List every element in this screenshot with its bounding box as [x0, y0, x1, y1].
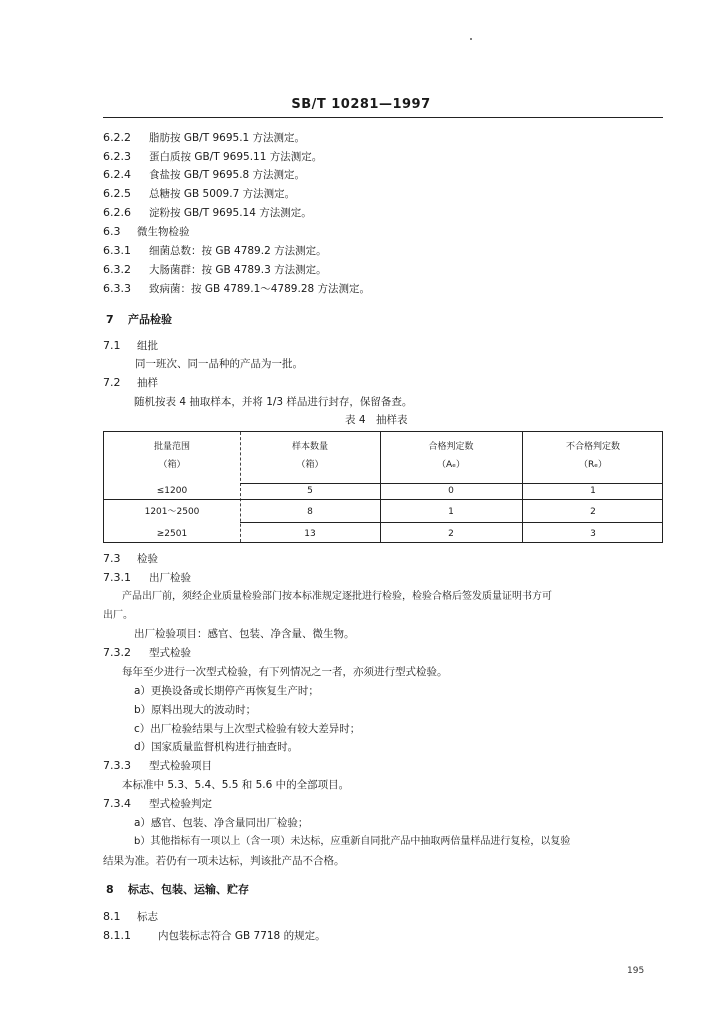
clause-title: 型式检验项目: [149, 760, 212, 772]
clause-text: 细菌总数：按 GB 4789.2 方法测定。: [149, 245, 327, 257]
clause-title: 出厂检验: [149, 572, 191, 584]
table-cell: ≤1200: [156, 486, 188, 496]
clause-title: 抽样: [137, 377, 158, 389]
clause-6-2-2: [103, 131, 305, 145]
clause-number: 6.2.2: [103, 131, 131, 144]
clause-number: 7.3.1: [103, 571, 131, 584]
header-rule: [103, 117, 663, 118]
clause-number: 7.3.4: [103, 797, 131, 810]
clause-number: 6.2.6: [103, 206, 131, 219]
clause-7-3-1-para: 产品出厂前，须经企业质量检验部门按本标准规定逐批进行检验，检验合格后签发质量证明书方可: [122, 591, 552, 602]
table-header-cell: [240, 441, 380, 471]
table-cell: ≥2501: [156, 529, 188, 539]
clause-text: 淀粉按 GB/T 9695.14 方法测定。: [149, 207, 312, 219]
clause-6-2-6: [103, 206, 312, 220]
chapter-8-heading: [106, 883, 249, 897]
list-item: b）其他指标有一项以上（含一项）未达标，应重新自同批产品中抽取两倍量样品进行复检，以复验: [134, 836, 571, 847]
list-item: a）感官、包装、净含量同出厂检验；: [134, 817, 309, 829]
clause-number: 6.3.3: [103, 282, 131, 295]
clause-8-1-1: [103, 929, 326, 943]
clause-text: 食盐按 GB/T 9695.8 方法测定。: [149, 169, 306, 181]
clause-6-3-3: [103, 282, 370, 296]
clause-6-2-5: [103, 187, 295, 201]
clause-6-3-1: [103, 244, 327, 258]
clause-number: 6.3.2: [103, 263, 131, 276]
clause-7-3-1-items: 出厂检验项目：感官、包装、净含量、微生物。: [134, 628, 355, 640]
clause-7-3-3: [103, 759, 212, 773]
table-cell: 1: [448, 507, 454, 517]
clause-7-3-2-intro: 每年至少进行一次型式检验，有下列情况之一者，亦须进行型式检验。: [122, 666, 448, 678]
table-cell: 1: [590, 486, 596, 496]
clause-text: 微生物检验: [137, 226, 190, 238]
clause-number: 8.1: [103, 910, 121, 923]
list-item: b）原料出现大的波动时；: [134, 704, 257, 716]
clause-number: 6.2.4: [103, 168, 131, 181]
clause-7-2: [103, 376, 158, 390]
clause-number: 6.2.5: [103, 187, 131, 200]
table-cell: 0: [448, 486, 454, 496]
clause-number: 6.2.3: [103, 150, 131, 163]
chapter-number: 7: [106, 313, 114, 326]
clause-text: 内包装标志符合 GB 7718 的规定。: [158, 930, 326, 942]
clause-title: 组批: [137, 340, 158, 352]
clause-7-1-text: 同一班次、同一品种的产品为一批。: [135, 358, 303, 370]
table-divider: [104, 499, 662, 500]
table-cell: 3: [590, 529, 596, 539]
table-header-cell: [380, 441, 522, 471]
list-item: d）国家质量监督机构进行抽查时。: [134, 741, 299, 753]
header-line: （Aₑ）: [437, 460, 465, 470]
table-cell: 2: [448, 529, 454, 539]
clause-7-3-2: [103, 646, 191, 660]
sampling-table: [103, 431, 663, 543]
clause-title: 检验: [137, 553, 158, 565]
page-number: 195: [627, 966, 645, 976]
table-header-cell: [104, 441, 240, 471]
clause-text: 总糖按 GB 5009.7 方法测定。: [149, 188, 296, 200]
chapter-title: 标志、包装、运输、贮存: [128, 883, 249, 896]
header-line: 批量范围: [153, 442, 190, 452]
clause-number: 7.2: [103, 376, 121, 389]
table-header-cell: [522, 441, 664, 471]
list-item: a）更换设备或长期停产再恢复生产时；: [134, 685, 319, 697]
table-cell: 13: [304, 529, 316, 539]
table-cell: 1201～2500: [144, 507, 200, 517]
clause-number: 6.3: [103, 225, 121, 238]
document-header-title: SB/T 10281—1997: [291, 97, 431, 112]
clause-8-1: [103, 910, 158, 924]
clause-title: 标志: [137, 911, 158, 923]
chapter-7-heading: [106, 313, 172, 327]
clause-number: 7.3.2: [103, 646, 131, 659]
table-divider: [240, 483, 662, 484]
clause-6-3-2: [103, 263, 327, 277]
clause-title: 型式检验判定: [149, 798, 212, 810]
clause-number: 7.1: [103, 339, 121, 352]
clause-text: 脂肪按 GB/T 9695.1 方法测定。: [149, 132, 306, 144]
header-line: 不合格判定数: [565, 442, 620, 452]
table-divider: [240, 522, 662, 523]
clause-number: 7.3.3: [103, 759, 131, 772]
clause-text: 大肠菌群：按 GB 4789.3 方法测定。: [149, 264, 327, 276]
header-line: （箱）: [296, 460, 324, 470]
clause-6-3: [103, 225, 190, 239]
list-item: c）出厂检验结果与上次型式检验有较大差异时；: [134, 723, 361, 735]
clause-number: 7.3: [103, 552, 121, 565]
chapter-title: 产品检验: [128, 313, 172, 326]
clause-7-2-text: 随机按表 4 抽取样本，并将 1/3 样品进行封存，保留备查。: [134, 396, 413, 408]
clause-text: 致病菌：按 GB 4789.1～4789.28 方法测定。: [149, 283, 371, 295]
clause-7-3-4: [103, 797, 212, 811]
table-cell: 5: [307, 486, 313, 496]
clause-6-2-4: [103, 168, 305, 182]
clause-7-1: [103, 339, 158, 353]
header-line: （箱）: [158, 460, 186, 470]
header-line: （Rₑ）: [578, 460, 607, 470]
clause-text: 蛋白质按 GB/T 9695.11 方法测定。: [149, 151, 323, 163]
list-item-cont: 结果为准。若仍有一项未达标，判该批产品不合格。: [103, 855, 345, 867]
scan-speck: [470, 38, 472, 40]
clause-6-2-3: [103, 150, 322, 164]
clause-7-3-1: [103, 571, 191, 585]
clause-number: 8.1.1: [103, 929, 131, 942]
table-cell: 2: [590, 507, 596, 517]
clause-number: 6.3.1: [103, 244, 131, 257]
clause-7-3: [103, 552, 158, 566]
clause-7-3-3-text: 本标准中 5.3、5.4、5.5 和 5.6 中的全部项目。: [122, 779, 350, 791]
table-cell: 8: [307, 507, 313, 517]
clause-title: 型式检验: [149, 647, 191, 659]
table-caption: 表 4 抽样表: [345, 414, 408, 426]
header-line: 合格判定数: [428, 442, 474, 452]
header-line: 样本数量: [291, 442, 328, 452]
chapter-number: 8: [106, 883, 114, 896]
clause-7-3-1-para-cont: 出厂。: [103, 610, 133, 621]
